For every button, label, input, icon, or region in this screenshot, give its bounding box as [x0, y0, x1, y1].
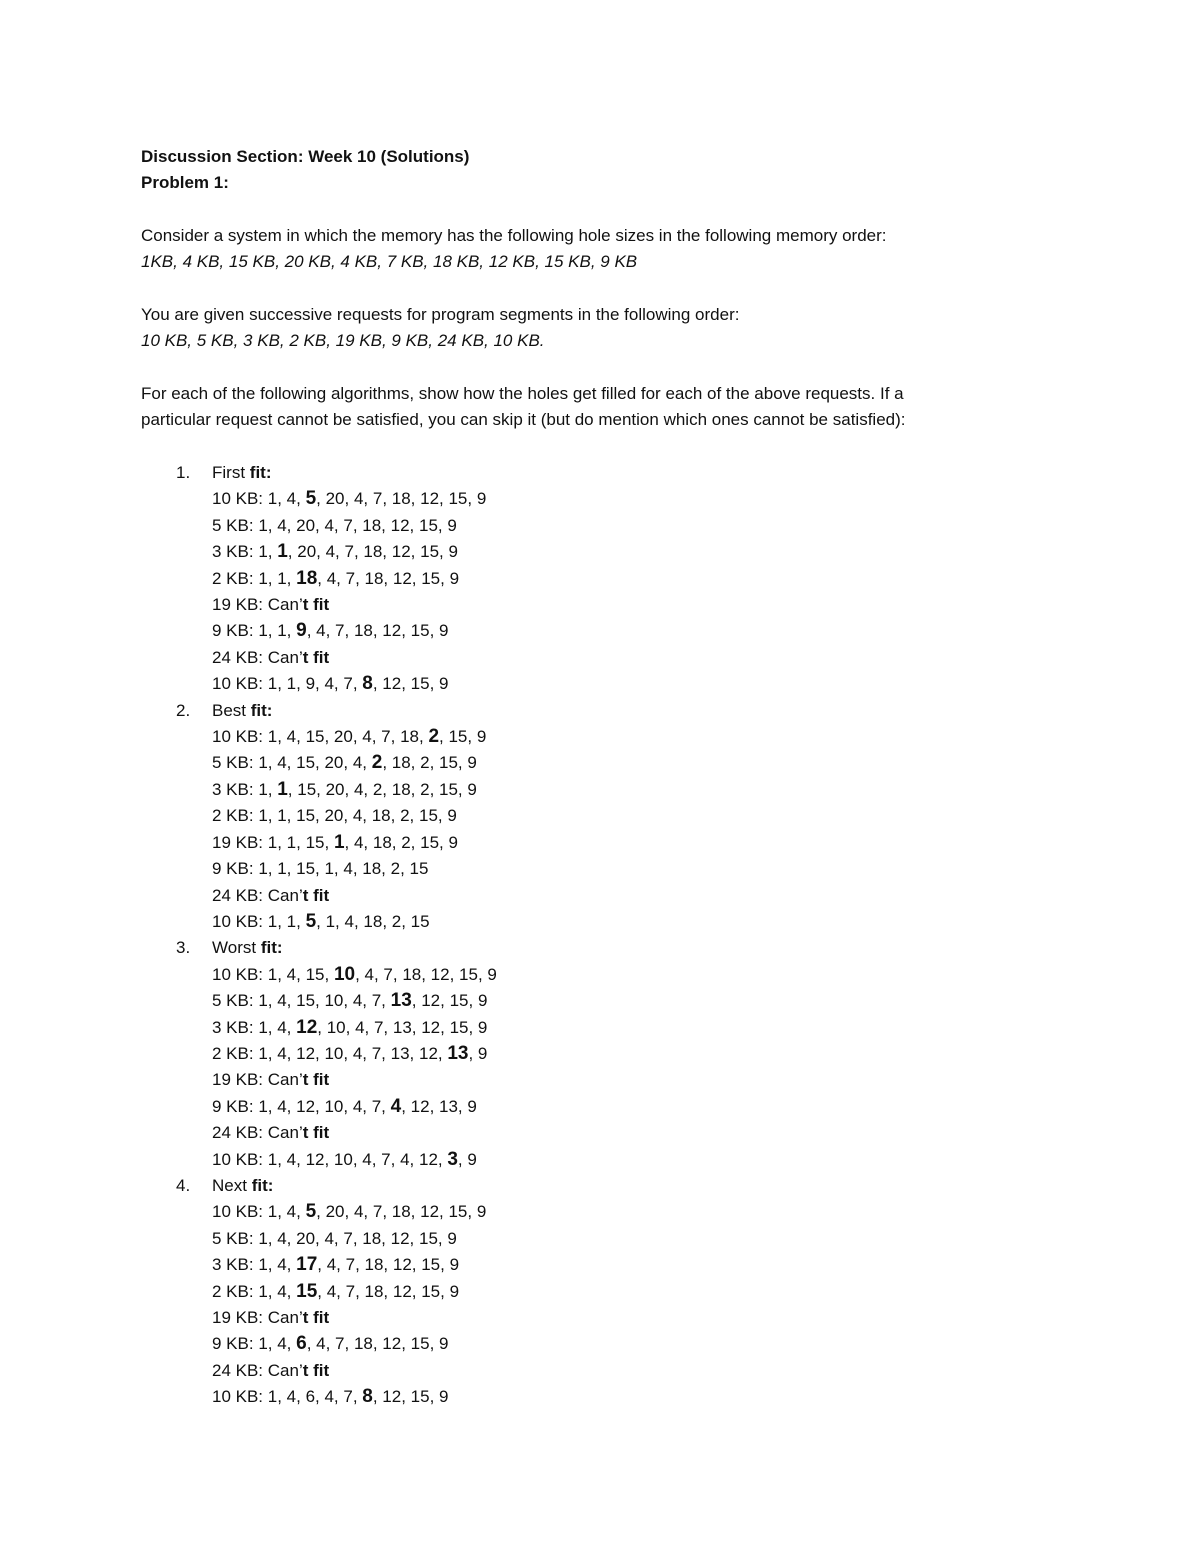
requests-intro: You are given successive requests for program segments in the following order: [141, 305, 740, 324]
step-before: 1, 1, [253, 568, 297, 588]
step-result-bold: t fit [302, 647, 330, 667]
step-result-bold: t fit [302, 1360, 330, 1380]
step-result-bold: t fit [302, 1308, 330, 1327]
step-label: 24 KB: [212, 885, 264, 905]
step-highlight: 1 [277, 541, 288, 563]
step-highlight: 1 [333, 831, 345, 853]
step-label: 2 KB: [212, 568, 254, 588]
step-label: 10 KB: [212, 1149, 264, 1169]
algorithm-name-suffix: fit: [249, 463, 272, 482]
step-after: , 12, 15, 9 [372, 1387, 449, 1407]
step-label: 10 KB: [212, 727, 264, 747]
step-before: 1, 1, [263, 911, 306, 931]
algorithm-name: Best [212, 700, 251, 720]
spacer [141, 196, 1081, 223]
step-before: 1, 4, 6, 4, 7, [263, 1387, 363, 1407]
step-label: 9 KB: [212, 859, 254, 879]
algorithm-number: 3. [176, 938, 191, 958]
step-row [212, 1331, 1081, 1357]
step-label: 19 KB: [212, 1070, 264, 1090]
step-result-bold: t fit [302, 1123, 330, 1143]
step-after: , 4, 7, 18, 12, 15, 9 [317, 568, 460, 588]
step-label: 3 KB: [212, 1017, 254, 1037]
step-before: 1, 4, [263, 489, 306, 509]
step-row [212, 1199, 1081, 1225]
step-highlight: 2 [371, 752, 383, 774]
request-sizes: 10 KB, 5 KB, 3 KB, 2 KB, 19 KB, 9 KB, 24 KB, 10 KB. [141, 331, 545, 350]
step-before: 1, 4, 20, 4, 7, 18, 12, 15, 9 [253, 515, 457, 535]
step-after: , 4, 7, 18, 12, 15, 9 [355, 964, 497, 984]
step-row [212, 750, 1081, 776]
step-result: Can’ [263, 1123, 303, 1143]
step-label: 10 KB: [212, 1202, 264, 1222]
step-row [212, 803, 1081, 829]
step-after: , 10, 4, 7, 13, 12, 15, 9 [317, 1017, 488, 1037]
step-highlight: 8 [362, 673, 373, 695]
step-after: , 9 [457, 1149, 477, 1169]
step-before: 1, 4, 12, 10, 4, 7, [253, 1096, 391, 1116]
step-row [212, 1067, 1081, 1093]
algorithm-title [212, 698, 1081, 724]
algorithm-section [141, 460, 1081, 698]
step-label: 5 KB: [212, 753, 254, 773]
step-after: , 12, 15, 9 [411, 991, 488, 1011]
step-row [212, 618, 1081, 644]
step-highlight: 1 [277, 778, 288, 800]
step-before: 1, 1, [253, 621, 297, 641]
step-before: 1, 4, 15, 10, 4, 7, [253, 991, 391, 1011]
step-row [212, 988, 1081, 1014]
step-after: , 12, 13, 9 [401, 1096, 477, 1116]
algorithm-number: 2. [176, 700, 191, 720]
step-before: 1, 4, 15, [263, 964, 334, 984]
algorithm-name: First [212, 463, 250, 482]
step-highlight: 13 [447, 1042, 469, 1064]
step-before: 1, 1, 15, 1, 4, 18, 2, 15 [253, 859, 429, 879]
step-row [212, 513, 1081, 539]
step-result: Can’ [263, 647, 303, 667]
step-highlight: 5 [305, 910, 317, 932]
hole-sizes: 1KB, 4 KB, 15 KB, 20 KB, 4 KB, 7 KB, 18 KB, 12 KB, 15 KB, 9 KB [141, 252, 638, 271]
step-before: 1, [253, 779, 278, 799]
algorithm-title [212, 1173, 1081, 1199]
algorithm-list [141, 460, 1081, 1411]
step-row [212, 1094, 1081, 1120]
step-result-bold: t fit [302, 885, 330, 905]
algorithm-section [141, 935, 1081, 1173]
step-result-bold: t fit [302, 595, 330, 615]
step-before: 1, 1, 15, [263, 832, 334, 852]
step-highlight: 10 [333, 963, 356, 985]
step-row [212, 1384, 1081, 1410]
step-highlight: 12 [296, 1016, 318, 1038]
step-label: 5 KB: [212, 1228, 254, 1248]
algorithm-section [141, 1173, 1081, 1411]
step-result-bold: t fit [302, 1070, 330, 1090]
step-highlight: 4 [390, 1095, 402, 1117]
algorithm-name: Next [212, 1175, 252, 1195]
step-highlight: 8 [362, 1386, 373, 1408]
step-label: 10 KB: [212, 674, 264, 694]
step-row [212, 1305, 1081, 1331]
step-row [212, 724, 1081, 750]
spacer [141, 433, 1081, 460]
step-before: 1, 1, 9, 4, 7, [263, 674, 363, 694]
step-before: 1, 4, [253, 1281, 297, 1301]
intro-text: Consider a system in which the memory has the following hole sizes in the following memory order: [141, 226, 887, 245]
step-row [212, 1279, 1081, 1305]
task-text-line2: particular request cannot be satisfied, you can skip it (but do mention which ones cannot be satisfied): [141, 410, 906, 429]
step-label: 2 KB: [212, 806, 254, 826]
step-after: , 4, 7, 18, 12, 15, 9 [306, 621, 449, 641]
step-label: 9 KB: [212, 1334, 254, 1354]
step-row [212, 1358, 1081, 1384]
algorithm-name-suffix: fit: [250, 700, 273, 720]
step-row [212, 777, 1081, 803]
problem-label: Problem 1: [141, 173, 229, 192]
step-after: , 12, 15, 9 [372, 674, 449, 694]
step-label: 10 KB: [212, 1387, 264, 1407]
step-result: Can’ [263, 1360, 303, 1380]
step-label: 10 KB: [212, 489, 264, 509]
step-label: 2 KB: [212, 1281, 254, 1301]
step-label: 3 KB: [212, 1255, 254, 1275]
algorithm-title [212, 460, 1081, 486]
step-row [212, 671, 1081, 697]
step-row [212, 1226, 1081, 1252]
step-highlight: 18 [296, 567, 318, 589]
step-highlight: 13 [390, 990, 412, 1012]
spacer [141, 275, 1081, 302]
step-after: , 20, 4, 7, 18, 12, 15, 9 [287, 542, 458, 562]
step-row [212, 1147, 1081, 1173]
step-result: Can’ [263, 595, 303, 615]
step-highlight: 6 [296, 1333, 307, 1355]
step-label: 3 KB: [212, 542, 254, 562]
step-label: 10 KB: [212, 964, 264, 984]
step-label: 24 KB: [212, 647, 264, 667]
step-row [212, 962, 1081, 988]
step-before: 1, 1, 15, 20, 4, 18, 2, 15, 9 [253, 806, 457, 826]
step-label: 3 KB: [212, 779, 254, 799]
step-after: , 20, 4, 7, 18, 12, 15, 9 [316, 489, 487, 509]
step-after: , 9 [468, 1043, 488, 1063]
step-label: 10 KB: [212, 911, 264, 931]
step-result: Can’ [263, 1070, 303, 1090]
step-label: 2 KB: [212, 1043, 254, 1063]
step-result: Can’ [263, 885, 303, 905]
step-after: , 4, 7, 18, 12, 15, 9 [317, 1255, 460, 1275]
step-row [212, 856, 1081, 882]
step-before: 1, 4, 15, 20, 4, [253, 753, 372, 773]
step-before: 1, [253, 542, 278, 562]
step-row [212, 1015, 1081, 1041]
step-highlight: 15 [296, 1280, 318, 1302]
step-row [212, 645, 1081, 671]
spacer [141, 354, 1081, 381]
task-text-line1: For each of the following algorithms, show how the holes get filled for each of the above requests. If a [141, 384, 904, 403]
step-before: 1, 4, 20, 4, 7, 18, 12, 15, 9 [253, 1228, 457, 1248]
step-after: , 4, 7, 18, 12, 15, 9 [306, 1334, 449, 1354]
step-highlight: 9 [296, 620, 307, 642]
step-before: 1, 4, 12, 10, 4, 7, 13, 12, [253, 1043, 448, 1063]
step-row [212, 539, 1081, 565]
algorithm-title [212, 935, 1081, 961]
step-after: , 4, 18, 2, 15, 9 [344, 832, 458, 852]
step-highlight: 5 [305, 488, 317, 510]
step-before: 1, 4, [253, 1017, 297, 1037]
step-row [212, 830, 1081, 856]
algorithm-number: 1. [176, 463, 191, 482]
step-label: 5 KB: [212, 515, 254, 535]
step-after: , 18, 2, 15, 9 [382, 753, 477, 773]
step-row [212, 1041, 1081, 1067]
step-after: , 15, 9 [439, 727, 487, 747]
step-after: , 15, 20, 4, 2, 18, 2, 15, 9 [287, 779, 477, 799]
step-result: Can’ [263, 1308, 303, 1327]
step-before: 1, 4, 15, 20, 4, 7, 18, [263, 727, 429, 747]
step-before: 1, 4, [263, 1202, 306, 1222]
algorithm-section [141, 698, 1081, 936]
step-label: 9 KB: [212, 621, 254, 641]
page-title: Discussion Section: Week 10 (Solutions) [141, 147, 470, 166]
step-before: 1, 4, [253, 1334, 297, 1354]
step-highlight: 3 [447, 1148, 458, 1170]
algorithm-name-suffix: fit: [251, 1175, 274, 1195]
step-row [212, 883, 1081, 909]
algorithm-number: 4. [176, 1175, 191, 1195]
step-before: 1, 4, [253, 1255, 297, 1275]
step-row [212, 486, 1081, 512]
step-highlight: 5 [305, 1201, 317, 1223]
step-row [212, 1252, 1081, 1278]
step-row [212, 566, 1081, 592]
step-label: 19 KB: [212, 832, 264, 852]
step-after: , 1, 4, 18, 2, 15 [316, 911, 430, 931]
step-row [212, 1120, 1081, 1146]
step-label: 24 KB: [212, 1360, 264, 1380]
step-row [212, 592, 1081, 618]
step-label: 19 KB: [212, 595, 264, 615]
algorithm-name: Worst [212, 938, 261, 958]
step-label: 5 KB: [212, 991, 254, 1011]
step-after: , 20, 4, 7, 18, 12, 15, 9 [316, 1202, 487, 1222]
step-label: 19 KB: [212, 1308, 264, 1327]
step-row [212, 909, 1081, 935]
algorithm-name-suffix: fit: [260, 938, 283, 958]
step-label: 9 KB: [212, 1096, 254, 1116]
step-after: , 4, 7, 18, 12, 15, 9 [317, 1281, 460, 1301]
step-label: 24 KB: [212, 1123, 264, 1143]
document-page [141, 144, 1081, 1411]
step-highlight: 2 [428, 726, 440, 748]
step-highlight: 17 [296, 1254, 318, 1276]
step-before: 1, 4, 12, 10, 4, 7, 4, 12, [263, 1149, 448, 1169]
